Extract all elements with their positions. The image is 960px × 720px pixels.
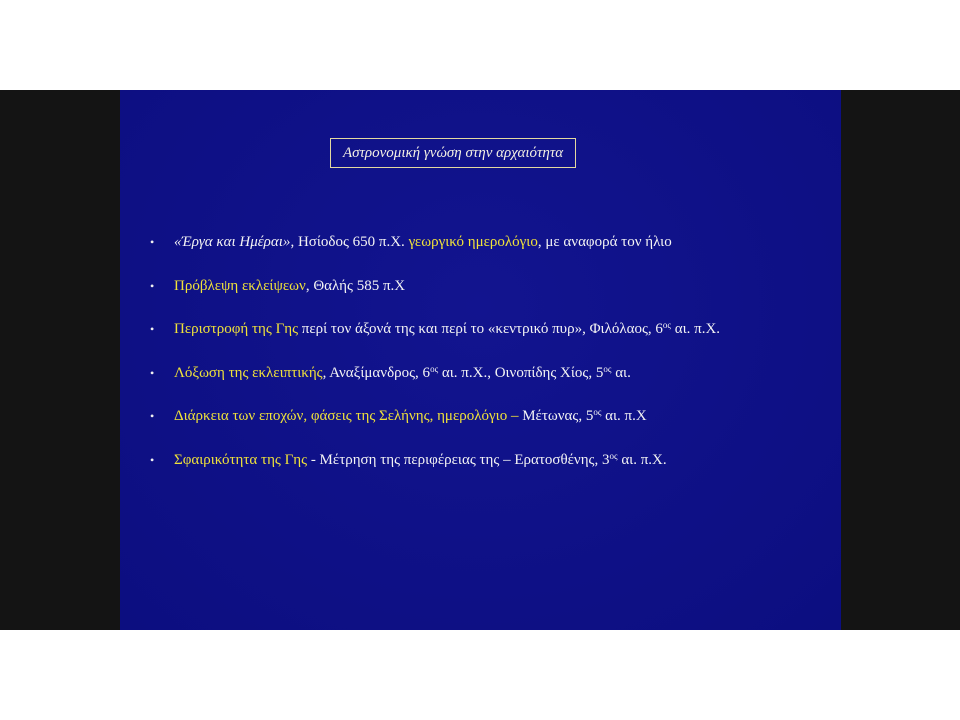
bullet-text: , με αναφορά τον ήλιο bbox=[537, 234, 672, 250]
work-title: «Έργα και Ημέραι» bbox=[174, 234, 291, 250]
bullet-dot: • bbox=[150, 278, 155, 293]
bullet-text: αι. bbox=[611, 364, 631, 381]
bullet-dot: • bbox=[150, 322, 155, 336]
highlight-text: Πρόβλεψη εκλείψεων bbox=[174, 277, 306, 294]
bullet-list bbox=[150, 234, 720, 495]
bullet-text: περί τον άξονά της και περί το «κεντρικό πυρ», Φιλόλαος, 6 bbox=[298, 321, 663, 337]
bullet-dot: • bbox=[150, 452, 155, 467]
bullet-item-thales bbox=[150, 278, 720, 322]
ordinal-suffix: ος bbox=[593, 407, 602, 417]
highlight-text: Σφαιρικότητα της Γης bbox=[174, 451, 308, 468]
highlight-text: Λόξωση της εκλειπτικής bbox=[174, 364, 323, 381]
highlight-text: Διάρκεια των εποχών, φάσεις της Σελήνης, ημερολόγιο bbox=[174, 408, 508, 424]
video-frame bbox=[0, 90, 960, 630]
bullet-text: αι. π.Χ., Οινοπίδης Χίος, 5 bbox=[438, 364, 604, 381]
bullet-text: , Θαλής 585 π.Χ bbox=[305, 277, 406, 294]
bullet-text: , Αναξίμανδρος, 6 bbox=[322, 364, 431, 381]
bullet-dot: • bbox=[150, 409, 155, 423]
highlight-dash: – bbox=[507, 408, 523, 424]
ordinal-suffix: ος bbox=[603, 363, 612, 374]
bullet-item-meton bbox=[150, 408, 720, 452]
bullet-text: αι. π.Χ. bbox=[671, 321, 721, 337]
ordinal-suffix: ος bbox=[430, 363, 439, 374]
slide-title: Αστρονομική γνώση στην αρχαιότητα bbox=[343, 144, 564, 161]
bullet-item-philolaus bbox=[150, 321, 720, 365]
ordinal-suffix: ος bbox=[609, 450, 618, 461]
bullet-dot: • bbox=[150, 365, 155, 380]
highlight-text: Περιστροφή της Γης bbox=[174, 321, 299, 337]
bullet-text: , Ησίοδος 650 π.Χ. bbox=[290, 234, 409, 250]
bullet-text: Μέτωνας, 5 bbox=[522, 408, 594, 424]
bullet-text: αι. π.Χ. bbox=[617, 451, 667, 468]
bullet-dot: • bbox=[150, 235, 155, 249]
bullet-text: - Μέτρηση της περιφέρειας της – Ερατοσθένης, 3 bbox=[307, 451, 610, 468]
bullet-item-anaximander bbox=[150, 365, 720, 409]
bullet-item-hesiod bbox=[150, 234, 720, 278]
highlight-text: γεωργικό ημερολόγιο bbox=[408, 234, 538, 250]
slide-title-box bbox=[330, 138, 576, 168]
presentation-slide bbox=[120, 90, 841, 630]
ordinal-suffix: ος bbox=[662, 320, 671, 330]
bullet-item-eratosthenes bbox=[150, 452, 720, 496]
bullet-text: αι. π.Χ bbox=[601, 408, 647, 424]
